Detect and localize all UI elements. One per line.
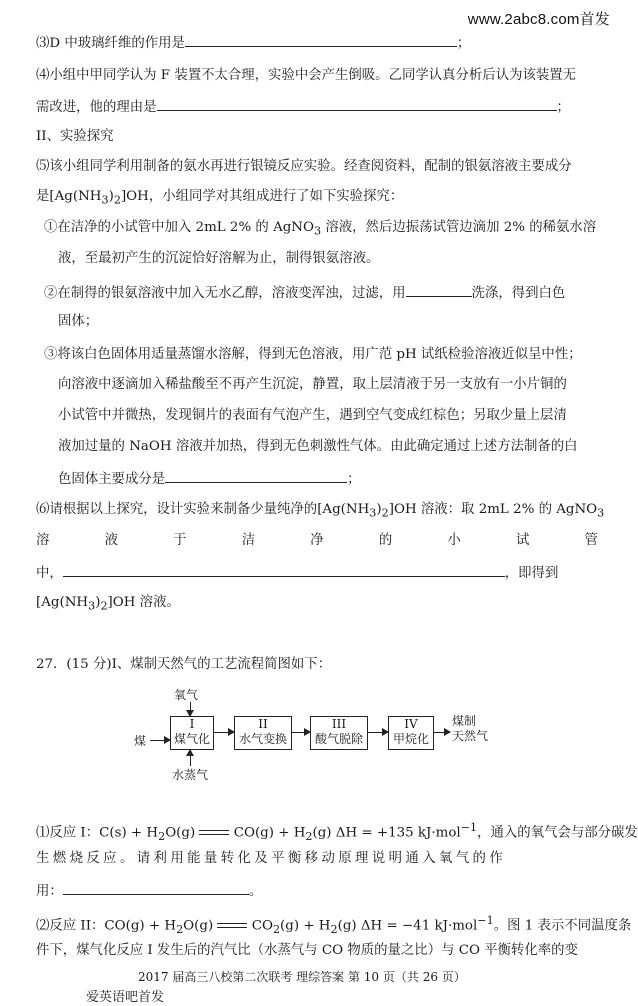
section-heading: II、实验探究 (36, 129, 114, 144)
answer-blank[interactable] (165, 468, 347, 483)
process-flow-diagram (130, 688, 530, 790)
arrow-right (292, 732, 310, 733)
flow-step-1: I 煤气化 (170, 716, 214, 750)
flow-input-steam: 水蒸气 (172, 768, 209, 782)
q27-r1-line1: ⑴反应 I：$C(s) + H_2O(g) CO(g) + H_2(g) \Delta H = +135$ kJ·mol$^{-1}$，通入的氧气会与部分碳发 (36, 821, 638, 844)
flow-step-4: IV 甲烷化 (388, 716, 434, 750)
bottom-watermark: 爱英语吧首发 (86, 989, 165, 1004)
q6-line2: 溶 液 于 洁 净 的 小 试 管 (36, 533, 598, 548)
flow-input-coal: 煤 (134, 734, 147, 748)
q6-line4: $[Ag(NH_3)_2]OH$ 溶液。 (36, 595, 180, 613)
watermark: www.2abc8.com首发 (467, 11, 610, 28)
q5-line2: 是$[Ag(NH_3)_2]OH$，小组同学对其组成进行了如下实验探究： (36, 189, 404, 207)
arrow-right (368, 732, 388, 733)
answer-blank[interactable] (63, 562, 505, 577)
q5-step2-line2: 固体； (58, 314, 99, 329)
answer-blank[interactable] (157, 96, 557, 111)
arrow-right (214, 732, 234, 733)
flow-input-oxygen: 氧气 (174, 688, 199, 702)
answer-blank[interactable] (185, 32, 457, 47)
q5-step3-line4: 液加过量的 NaOH 溶液并加热，得到无色刺激性气体。由此确定通过上述方法制备的白 (58, 439, 578, 454)
q27-r1-line3: 用： 。 (36, 880, 598, 902)
arrow-right (150, 740, 170, 741)
q5-step3-line5: 色固体主要成分是 ； (58, 468, 598, 490)
arrow-right (434, 732, 450, 733)
q27-r2-line2: 件下，煤气化反应 I 发生后的汽气比（水蒸气与 CO 物质的量之比）与 CO 平衡转化率的变 (36, 943, 578, 958)
q5-step1-line2: 液，至最初产生的沉淀恰好溶解为止，制得银氨溶液。 (58, 251, 380, 266)
q5-step3-line2: 向溶液中逐滴加入稀盐酸至不再产生沉淀，静置，取上层清液于另一支放有一小片铜的 (58, 377, 567, 392)
equilibrium-arrow (199, 828, 229, 838)
q3-line: ⑶D 中玻璃纤维的作用是 ； (36, 32, 598, 54)
q4-line1: ⑷小组中甲同学认为 F 装置不太合理，实验中会产生倒吸。乙同学认真分析后认为该装置无 (36, 68, 577, 83)
q27-r1-line2: 生燃烧反应。请利用能量转化及平衡移动原理说明通入氧气的作 (36, 851, 507, 866)
q5-step2-line1: ②在制得的银氨溶液中加入无水乙醇，溶液变浑浊，过滤，用 洗涤，得到白色 (44, 282, 598, 304)
q4-line2: 需改进，他的理由是 ； (36, 96, 598, 118)
q27-r2-line1: ⑵反应 II：$CO(g) + H_2O(g) CO_2(g) + H_2(g) \Delta H = -41$ kJ·mol$^{-1}$。图 1 表示不同温度条 (36, 914, 632, 937)
flow-output: 煤制 天然气 (452, 714, 489, 743)
q5-step3-line3: 小试管中并微热，发现铜片的表面有气泡产生，遇到空气变成红棕色；另取少量上层清 (58, 408, 567, 423)
q5-step1-line1: ①在洁净的小试管中加入 2mL 2% 的 AgNO$_3$ 溶液，然后边振荡试管边滴加 2% 的稀氨水溶 (44, 220, 597, 238)
page-footer: 2017 届高三八校第二次联考 理综答案 第 10 页（共 26 页） (138, 970, 466, 984)
flow-step-3: III 酸气脱除 (310, 716, 368, 750)
arrow-up (190, 750, 191, 766)
answer-blank[interactable] (406, 282, 472, 297)
q6-line1: ⑹请根据以上探究，设计实验来制备少量纯净的$[Ag(NH_3)_2]OH$ 溶液：取 2mL 2% 的 AgNO$_3$ (36, 502, 605, 520)
equilibrium-arrow (217, 921, 247, 931)
q5-line1: ⑸该小组同学利用制备的氨水再进行银镜反应实验。经查阅资料，配制的银氨溶液主要成分 (36, 159, 572, 174)
answer-blank[interactable] (63, 880, 249, 895)
flow-step-2: II 水气变换 (234, 716, 292, 750)
q5-step3-line1: ③将该白色固体用适量蒸馏水溶解，得到无色溶液，用广范 pH 试纸检验溶液近似呈中性； (44, 347, 582, 362)
q6-line3: 中， ，即得到 (36, 562, 598, 584)
arrow-down (190, 702, 191, 716)
q27-header: 27．(15 分)I、煤制天然气的工艺流程简图如下： (36, 657, 332, 672)
